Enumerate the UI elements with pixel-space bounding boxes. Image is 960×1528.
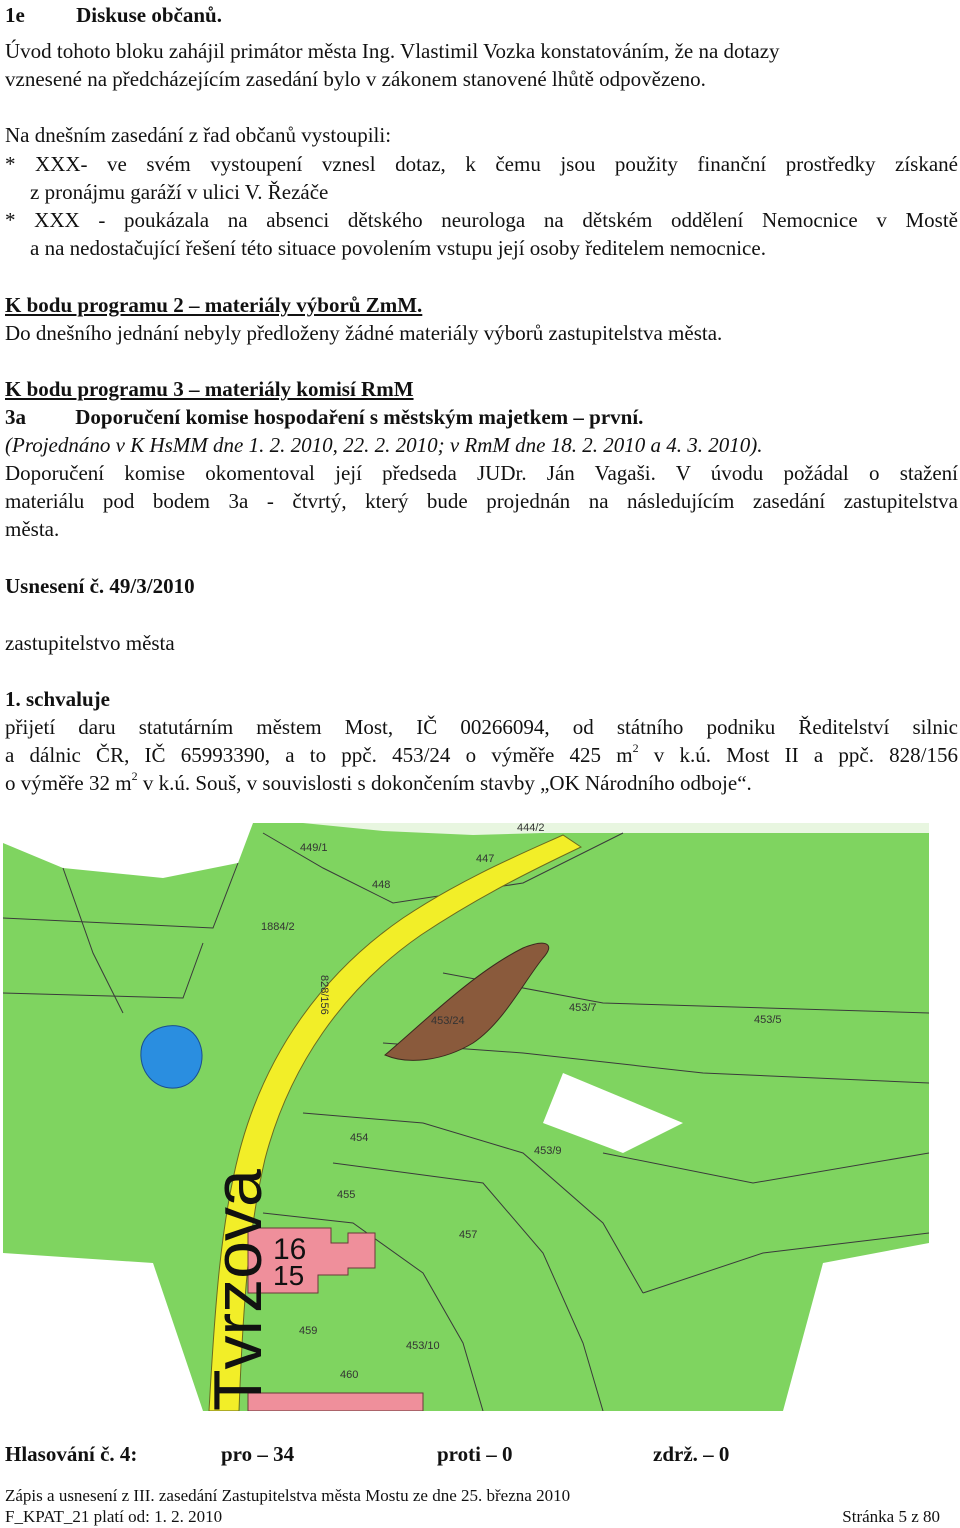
vote-label: Hlasování č. 4:	[5, 1442, 138, 1466]
map-label-453-24: 453/24	[431, 1015, 465, 1027]
resolution-line-2	[5, 742, 958, 769]
map-label-453-5: 453/5	[754, 1014, 782, 1026]
vote-zdrz: zdrž. – 0	[653, 1442, 730, 1466]
item-text-line-3: města.	[5, 517, 60, 541]
item-discussed-note: (Projednáno v K HsMM dne 1. 2. 2010, 22. 2. 2010; v RmM dne 18. 2. 2010 a 4. 3. 2010).	[5, 433, 763, 457]
map-label-448: 448	[372, 879, 391, 891]
superscript-2: 2	[632, 741, 639, 755]
resolution-body: zastupitelstvo města	[5, 631, 175, 655]
speakers-heading: Na dnešním zasedání z řad občanů vystoupili:	[5, 123, 392, 147]
map-label-453-9: 453/9	[534, 1145, 562, 1157]
footer-form: F_KPAT_21 platí od: 1. 2. 2010	[5, 1507, 223, 1526]
section-number: 1e	[5, 3, 25, 27]
map-label-449-1: 449/1	[300, 842, 328, 854]
map-label-455: 455	[337, 1189, 356, 1201]
map-building-number-15: 15	[273, 1260, 305, 1291]
item-title: Doporučení komise hospodaření s městským majetkem – první.	[75, 405, 644, 429]
program-3-heading: K bodu programu 3 – materiály komisí RmM	[5, 377, 414, 401]
resolution-line-3-a: o výměře 32 m	[5, 771, 132, 795]
speaker-2-line-1: * XXX - poukázala na absenci dětského neurologa na dětském oddělení Nemocnice v Mostě	[5, 208, 958, 232]
intro-line-1: Úvod tohoto bloku zahájil primátor města Ing. Vlastimil Vozka konstatováním, že na dotazy	[5, 39, 780, 63]
speaker-1-line-1: * XXX- ve svém vystoupení vznesl dotaz, k čemu jsou použity finanční prostředky získané	[5, 152, 958, 176]
map-label-444-2: 444/2	[517, 823, 545, 834]
intro-line-2: vznesené na předcházejícím zasedání bylo v zákonem stanovené lhůtě odpovězeno.	[5, 67, 706, 91]
map-label-447: 447	[476, 853, 495, 865]
speaker-1-line-2: z pronájmu garáží v ulici V. Řezáče	[30, 180, 329, 204]
resolution-line-2-a: a dálnic ČR, IČ 65993390, a to ppč. 453/24 o výměře 425 m	[5, 743, 633, 767]
map-street-name: Tvrzova	[200, 1169, 276, 1411]
resolution-line-1: přijetí daru statutárním městem Most, IČ 00266094, od státního podniku Ředitelství silnic	[5, 715, 958, 739]
item-text-line-1: Doporučení komise okomentoval její předseda JUDr. Ján Vagaši. V úvodu požádal o stažení	[5, 461, 958, 485]
section-title: Diskuse občanů.	[76, 3, 222, 27]
resolution-line-2-b: v k.ú. Most II a ppč. 828/156	[638, 743, 958, 767]
program-2-text: Do dnešního jednání nebyly předloženy žádné materiály výborů zastupitelstva města.	[5, 321, 723, 345]
map-label-828-156: 828/156	[318, 975, 330, 1015]
item-text-line-2: materiálu pod bodem 3a - čtvrtý, který bude projednán na následujícím zasedání zastupitelstva	[5, 489, 958, 513]
superscript-2b: 2	[131, 769, 138, 783]
speaker-2-line-2: a na nedostačující řešení této situace povolením vstupu její osoby ředitelem nemocnice.	[30, 236, 766, 260]
map-label-453-7: 453/7	[569, 1002, 597, 1014]
resolution-line-3-b: v k.ú. Souš, v souvislosti s dokončením stavby „OK Národního odboje“.	[137, 771, 752, 795]
resolution-line-3	[5, 770, 752, 797]
item-3a-heading	[5, 404, 643, 431]
map-label-1884-2: 1884/2	[261, 921, 295, 933]
map-label-453-10: 453/10	[406, 1340, 440, 1352]
program-2-heading: K bodu programu 2 – materiály výborů ZmM.	[5, 293, 423, 317]
map-building-number-16: 16	[273, 1233, 307, 1266]
cadastral-map	[3, 823, 929, 1411]
map-label-454: 454	[350, 1132, 369, 1144]
map-label-459: 459	[299, 1325, 318, 1337]
map-label-457: 457	[459, 1229, 478, 1241]
footer-title: Zápis a usnesení z III. zasedání Zastupitelstva města Mostu ze dne 25. března 2010	[5, 1486, 571, 1505]
map-label-460: 460	[340, 1369, 359, 1381]
resolution-title: Usnesení č. 49/3/2010	[5, 574, 195, 598]
item-number: 3a	[5, 405, 26, 429]
vote-pro: pro – 34	[221, 1442, 295, 1466]
section-heading	[5, 2, 222, 29]
footer-page: Stránka 5 z 80	[842, 1507, 940, 1526]
map-pond	[141, 1026, 202, 1089]
resolution-point: 1. schvaluje	[5, 687, 110, 711]
vote-proti: proti – 0	[437, 1442, 513, 1466]
